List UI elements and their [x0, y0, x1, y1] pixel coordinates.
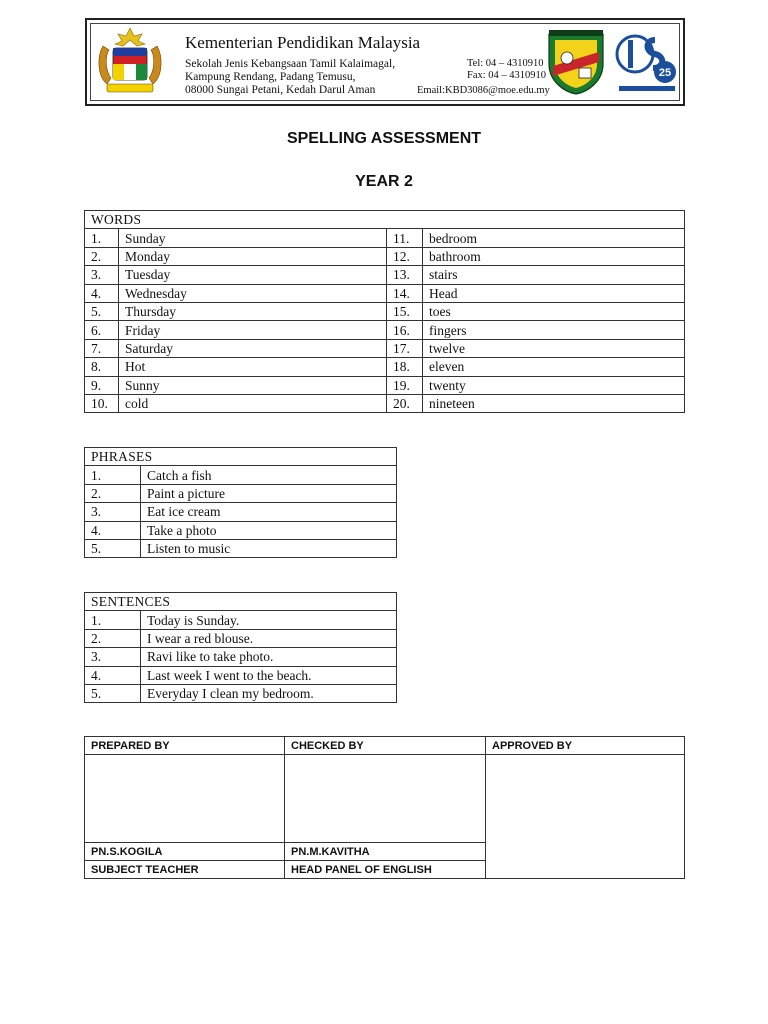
prepared-name: PN.S.KOGILA: [85, 843, 285, 861]
sentence-text: I wear a red blouse.: [141, 629, 397, 647]
sentence-text: Last week I went to the beach.: [141, 666, 397, 684]
word-text: bedroom: [423, 229, 685, 247]
word-text: twelve: [423, 339, 685, 357]
words-header: WORDS: [85, 211, 685, 229]
sentence-row: [85, 611, 397, 629]
phrase-number: 2.: [85, 484, 141, 502]
page-subtitle: YEAR 2: [355, 173, 413, 190]
word-text: Thursday: [119, 302, 387, 320]
word-text: fingers: [423, 321, 685, 339]
sentences-header: SENTENCES: [85, 593, 397, 611]
phrases-header: PHRASES: [85, 448, 397, 466]
word-number: 14.: [387, 284, 423, 302]
word-number: 18.: [387, 358, 423, 376]
isc-number: 25: [658, 67, 672, 79]
word-number: 4.: [85, 284, 119, 302]
words-row: [85, 266, 685, 284]
word-number: 1.: [85, 229, 119, 247]
phrase-row: [85, 466, 397, 484]
prepared-by-label: PREPARED BY: [85, 737, 285, 755]
words-row: [85, 358, 685, 376]
words-row: [85, 284, 685, 302]
telephone: Tel: 04 – 4310910: [467, 58, 544, 69]
word-text: Tuesday: [119, 266, 387, 284]
words-row: [85, 339, 685, 357]
word-text: cold: [119, 394, 387, 412]
phrase-row: [85, 521, 397, 539]
sentence-number: 1.: [85, 611, 141, 629]
email: Email:KBD3086@moe.edu.my: [417, 85, 550, 96]
word-number: 5.: [85, 302, 119, 320]
word-text: Friday: [119, 321, 387, 339]
word-number: 9.: [85, 376, 119, 394]
school-badge-icon: [543, 28, 609, 96]
sentence-number: 5.: [85, 684, 141, 702]
word-text: Sunday: [119, 229, 387, 247]
word-text: toes: [423, 302, 685, 320]
words-row: [85, 321, 685, 339]
words-row: [85, 302, 685, 320]
phrases-header-row: [85, 448, 397, 466]
phrase-number: 5.: [85, 539, 141, 557]
words-row: [85, 394, 685, 412]
word-number: 20.: [387, 394, 423, 412]
word-text: Sunny: [119, 376, 387, 394]
sentence-row: [85, 666, 397, 684]
word-number: 7.: [85, 339, 119, 357]
word-text: nineteen: [423, 394, 685, 412]
word-number: 6.: [85, 321, 119, 339]
ministry-name: Kementerian Pendidikan Malaysia: [185, 33, 421, 52]
checked-role: HEAD PANEL OF ENGLISH: [285, 861, 486, 879]
word-number: 16.: [387, 321, 423, 339]
sentence-row: [85, 629, 397, 647]
words-row: [85, 229, 685, 247]
sentence-number: 3.: [85, 648, 141, 666]
phrase-row: [85, 503, 397, 521]
malaysia-coat-of-arms-icon: [93, 26, 167, 98]
school-name: Sekolah Jenis Kebangsaan Tamil Kalaimagal,: [185, 58, 396, 70]
phrase-number: 1.: [85, 466, 141, 484]
word-text: Saturday: [119, 339, 387, 357]
sentence-row: [85, 648, 397, 666]
sentences-header-row: [85, 593, 397, 611]
phrase-text: Paint a picture: [141, 484, 397, 502]
word-text: Head: [423, 284, 685, 302]
checked-signature-area: [285, 755, 486, 843]
prepared-role: SUBJECT TEACHER: [85, 861, 285, 879]
phrase-text: Listen to music: [141, 539, 397, 557]
checked-name: PN.M.KAVITHA: [285, 843, 486, 861]
phrases-table: [84, 447, 397, 558]
phrase-text: Eat ice cream: [141, 503, 397, 521]
approved-by-label: APPROVED BY: [486, 737, 685, 755]
sentence-number: 4.: [85, 666, 141, 684]
word-number: 10.: [85, 394, 119, 412]
sentence-row: [85, 684, 397, 702]
approved-signature-area: [486, 755, 685, 879]
words-row: [85, 376, 685, 394]
word-number: 17.: [387, 339, 423, 357]
word-number: 3.: [85, 266, 119, 284]
phrase-row: [85, 539, 397, 557]
word-text: Hot: [119, 358, 387, 376]
word-number: 13.: [387, 266, 423, 284]
word-number: 2.: [85, 247, 119, 265]
word-text: eleven: [423, 358, 685, 376]
word-number: 19.: [387, 376, 423, 394]
phrase-row: [85, 484, 397, 502]
signoff-table: [84, 736, 685, 879]
words-table: [84, 210, 685, 413]
word-text: bathroom: [423, 247, 685, 265]
word-number: 11.: [387, 229, 423, 247]
word-text: Wednesday: [119, 284, 387, 302]
phrase-text: Take a photo: [141, 521, 397, 539]
sentences-table: [84, 592, 397, 703]
isc-logo-icon: [615, 28, 679, 96]
word-number: 8.: [85, 358, 119, 376]
words-row: [85, 247, 685, 265]
sentence-text: Everyday I clean my bedroom.: [141, 684, 397, 702]
sentence-text: Today is Sunday.: [141, 611, 397, 629]
prepared-signature-area: [85, 755, 285, 843]
letterhead: [85, 18, 685, 106]
words-header-row: [85, 211, 685, 229]
word-text: Monday: [119, 247, 387, 265]
sentence-text: Ravi like to take photo.: [141, 648, 397, 666]
word-number: 15.: [387, 302, 423, 320]
word-text: stairs: [423, 266, 685, 284]
page-title: SPELLING ASSESSMENT: [286, 130, 482, 147]
school-address-line-2: 08000 Sungai Petani, Kedah Darul Aman: [185, 84, 376, 96]
word-text: twenty: [423, 376, 685, 394]
phrase-text: Catch a fish: [141, 466, 397, 484]
sentence-number: 2.: [85, 629, 141, 647]
phrase-number: 3.: [85, 503, 141, 521]
fax: Fax: 04 – 4310910: [467, 70, 547, 81]
checked-by-label: CHECKED BY: [285, 737, 486, 755]
phrase-number: 4.: [85, 521, 141, 539]
school-address-line-1: Kampung Rendang, Padang Temusu,: [185, 71, 356, 83]
word-number: 12.: [387, 247, 423, 265]
